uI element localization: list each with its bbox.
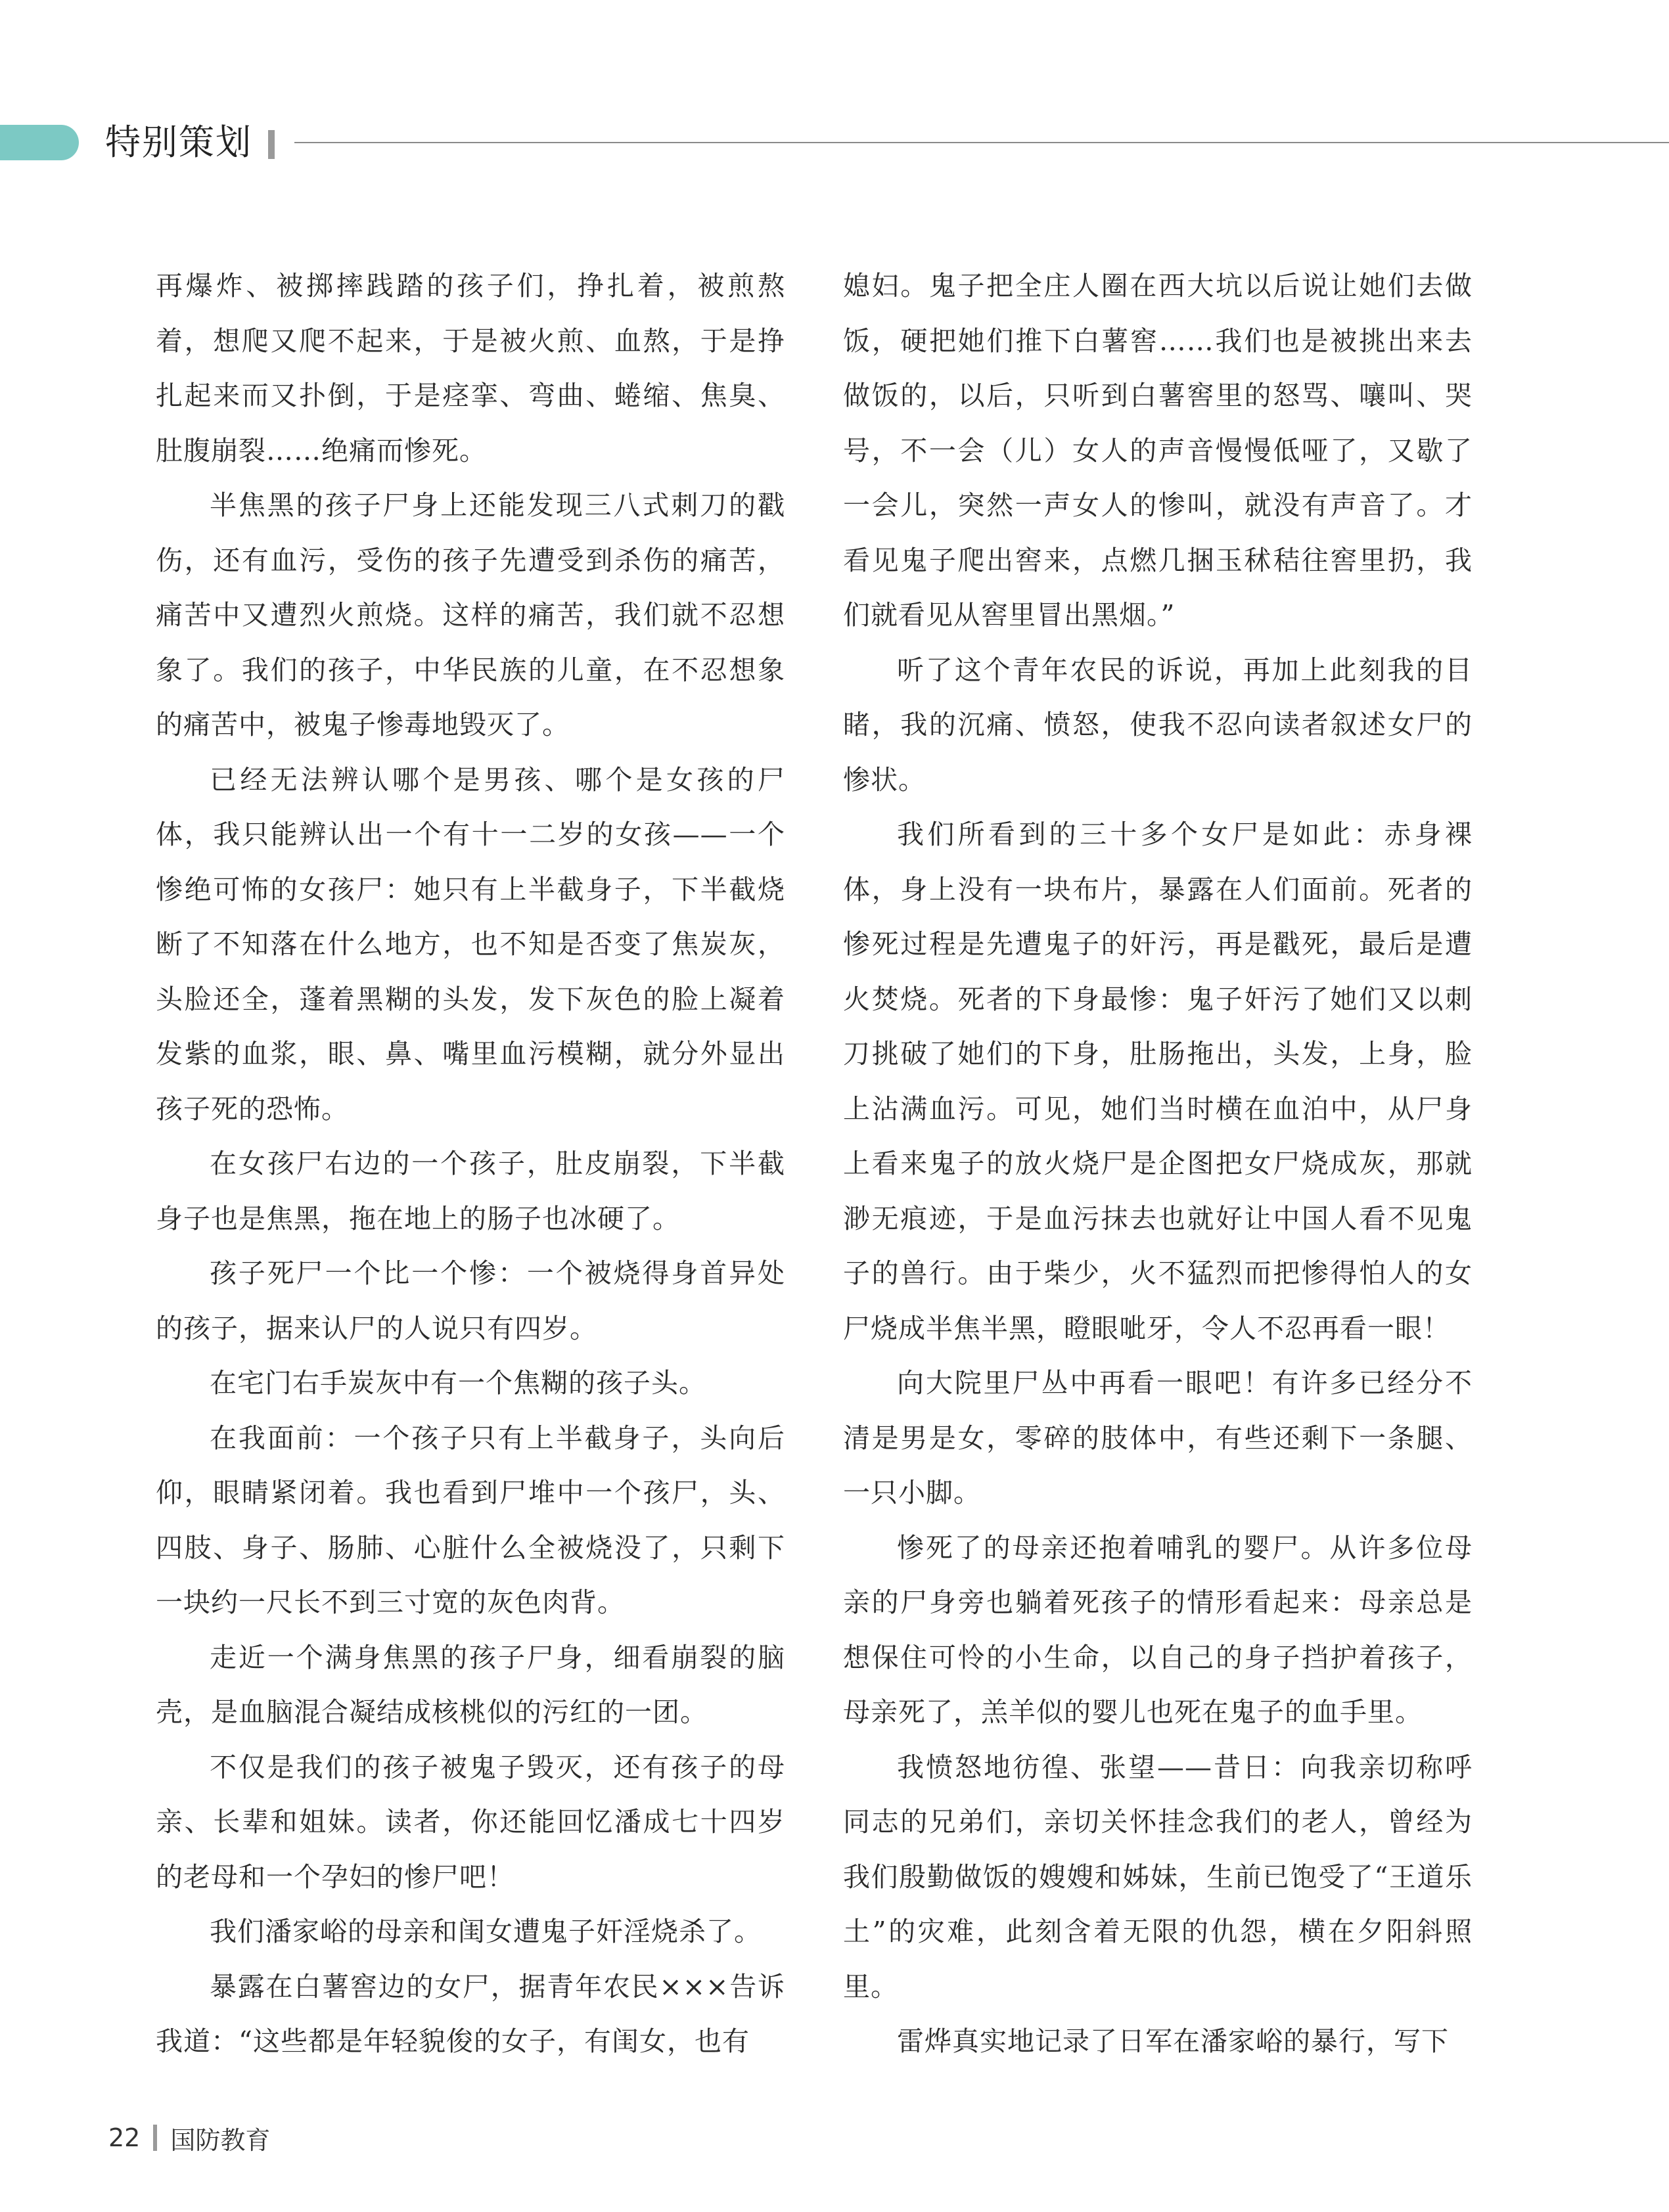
paragraph: 听了这个青年农民的诉说，再加上此刻我的目睹，我的沉痛、愤怒，使我不忍向读者叙述女尸的惨状。: [843, 654, 1473, 796]
paragraph: 不仅是我们的孩子被鬼子毁灭，还有孩子的母亲、长辈和姐妹。读者，你还能回忆潘成七十四岁的老母和一个孕妇的惨尸吧！: [156, 1751, 785, 1893]
paragraph: 暴露在白薯窖边的女尸，据青年农民×××告诉我道：“这些都是年轻貌俊的女子，有闺女，也有: [156, 1970, 785, 2057]
section-title: 特别策划: [105, 122, 252, 163]
section-tab: [0, 125, 79, 160]
paragraph: 走近一个满身焦黑的孩子尸身，细看崩裂的脑壳，是血脑混合凝结成核桃似的污红的一团。: [156, 1641, 785, 1728]
page-number: 22: [108, 2123, 141, 2152]
title-divider: [268, 130, 275, 159]
footer-divider: [153, 2125, 157, 2151]
paragraph: 半焦黑的孩子尸身上还能发现三八式刺刀的戳伤，还有血污，受伤的孩子先遭受到杀伤的痛苦，痛苦中又遭烈火煎烧。这样的痛苦，我们就不忍想象了。我们的孩子，中华民族的儿童，在不忍想象的痛苦中，被鬼子惨毒地毁灭了。: [156, 489, 785, 740]
header-rule: [294, 142, 1669, 143]
publication-name: 国防教育: [170, 2125, 271, 2155]
right-column: [843, 259, 1473, 2069]
left-column: [156, 259, 785, 2069]
paragraph: 在宅门右手炭灰中有一个焦糊的孩子头。: [210, 1367, 706, 1399]
paragraph: 惨死了的母亲还抱着哺乳的婴尸。从许多位母亲的尸身旁也躺着死孩子的情形看起来：母亲总是想保住可怜的小生命，以自己的身子挡护着孩子，母亲死了，羔羊似的婴儿也死在鬼子的血手里。: [843, 1531, 1473, 1728]
paragraph: 已经无法辨认哪个是男孩、哪个是女孩的尸体，我只能辨认出一个有十一二岁的女孩——一个惨绝可怖的女孩尸：她只有上半截身子，下半截烧断了不知落在什么地方，也不知是否变了焦炭灰，头脸还全，蓬着黑糊的头发，发下灰色的脸上凝着发紫的血浆，眼、鼻、嘴里血污模糊，就分外显出孩子死的恐怖。: [156, 763, 785, 1125]
paragraph: 媳妇。鬼子把全庄人圈在西大坑以后说让她们去做饭，硬把她们推下白薯窖……我们也是被挑出来去做饭的，以后，只听到白薯窖里的怒骂、嚷叫、哭号，不一会（儿）女人的声音慢慢低哑了，又歇了一会儿，突然一声女人的惨叫，就没有声音了。才看见鬼子爬出窖来，点燃几捆玉秫秸往窖里扔，我们就看见从窖里冒出黑烟。”: [843, 270, 1473, 631]
paragraph: 在我面前：一个孩子只有上半截身子，头向后仰，眼睛紧闭着。我也看到尸堆中一个孩尸，头、四肢、身子、肠肺、心脏什么全被烧没了，只剩下一块约一尺长不到三寸宽的灰色肉背。: [156, 1422, 785, 1618]
page-footer: [108, 2118, 270, 2157]
paragraph: 我们所看到的三十多个女尸是如此：赤身裸体，身上没有一块布片，暴露在人们面前。死者的惨死过程是先遭鬼子的奸污，再是戳死，最后是遭火焚烧。死者的下身最惨：鬼子奸污了她们又以刺刀挑破了她们的下身，肚肠拖出，头发，上身，脸上沾满血污。可见，她们当时横在血泊中，从尸身上看来鬼子的放火烧尸是企图把女尸烧成灰，那就渺无痕迹，于是血污抹去也就好让中国人看不见鬼子的兽行。由于柴少，火不猛烈而把惨得怕人的女尸烧成半焦半黑，瞪眼呲牙，令人不忍再看一眼！: [843, 819, 1473, 1344]
paragraph: 我愤怒地彷徨、张望——昔日：向我亲切称呼同志的兄弟们，亲切关怀挂念我们的老人，曾经为我们殷勤做饭的嫂嫂和姊妹，生前已饱受了“王道乐土”的灾难，此刻含着无限的仇怨，横在夕阳斜照里。: [843, 1751, 1473, 2002]
paragraph: 孩子死尸一个比一个惨：一个被烧得身首异处的孩子，据来认尸的人说只有四岁。: [156, 1257, 785, 1344]
paragraph: 雷烨真实地记录了日军在潘家峪的暴行，写下: [897, 2025, 1449, 2057]
paragraph: 向大院里尸丛中再看一眼吧！有许多已经分不清是男是女，零碎的肢体中，有些还剩下一条腿、一只小脚。: [843, 1367, 1473, 1508]
paragraph: 在女孩尸右边的一个孩子，肚皮崩裂，下半截身子也是焦黑，拖在地上的肠子也冰硬了。: [156, 1148, 785, 1234]
paragraph: 我们潘家峪的母亲和闺女遭鬼子奸淫烧杀了。: [210, 1916, 762, 1947]
paragraph: 再爆炸、被掷摔践踏的孩子们，挣扎着，被煎熬着，想爬又爬不起来，于是被火煎、血熬，于是挣扎起来而又扑倒，于是痉挛、弯曲、蜷缩、焦臭、肚腹崩裂……绝痛而惨死。: [156, 270, 785, 466]
